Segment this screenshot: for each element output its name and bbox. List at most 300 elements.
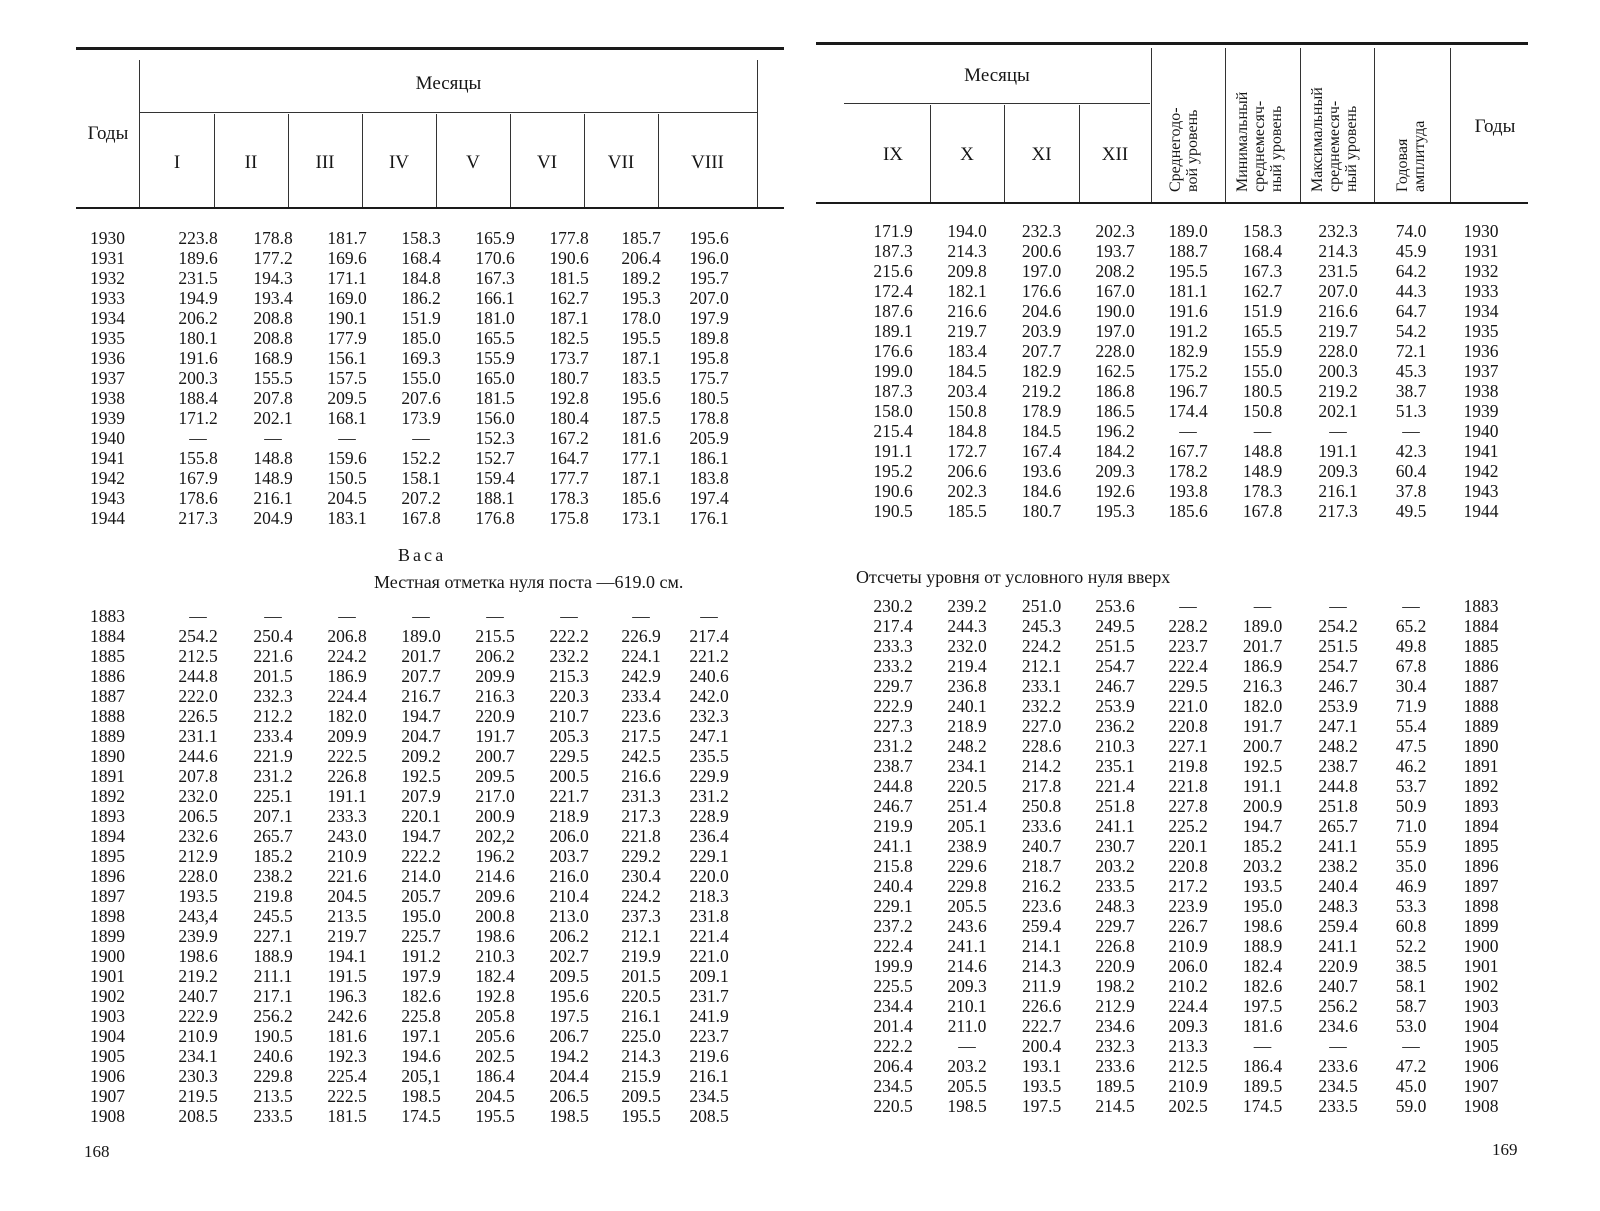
table-cell: 232.3 — [1318, 221, 1358, 241]
table-cell: 196.2 — [475, 846, 515, 866]
table-cell: 174.5 — [401, 1106, 441, 1126]
table-cell: 215.9 — [621, 1066, 661, 1086]
table-cell: 193.6 — [1021, 461, 1062, 481]
table-cell: 195.6 — [689, 228, 729, 248]
table-row — [90, 806, 742, 826]
table-row — [90, 786, 742, 806]
table-cell: 64.2 — [1395, 261, 1427, 281]
data-table-1930-1944-left — [90, 228, 742, 528]
table-row — [856, 1016, 1516, 1036]
table-cell: 1938 — [1463, 381, 1499, 401]
table-cell: 1933 — [90, 288, 125, 308]
table-cell: 234.4 — [873, 996, 913, 1016]
table-cell: 212.9 — [178, 846, 218, 866]
table-cell: 206.0 — [549, 826, 589, 846]
table-cell: 30.4 — [1395, 676, 1427, 696]
table-row — [90, 866, 742, 886]
table-cell: 173.1 — [621, 508, 661, 528]
table-row — [856, 1036, 1516, 1056]
table-cell: 232.2 — [549, 646, 589, 666]
table-cell: 209.5 — [621, 1086, 661, 1106]
table-cell: 220.5 — [621, 986, 661, 1006]
table-cell: 202,2 — [475, 826, 515, 846]
table-cell: 232.3 — [689, 706, 729, 726]
table-cell: 217.5 — [621, 726, 661, 746]
table-cell: 1884 — [90, 626, 125, 646]
table-cell: 198.6 — [178, 946, 218, 966]
table-cell: 226.5 — [178, 706, 218, 726]
table-cell: 186.9 — [1242, 656, 1283, 676]
table-cell: 247.1 — [689, 726, 729, 746]
table-cell: 173.9 — [401, 408, 441, 428]
table-cell: 230.2 — [873, 596, 913, 616]
table-cell: 195.8 — [689, 348, 729, 368]
table-cell: 221.6 — [253, 646, 293, 666]
table-cell: 209.5 — [475, 766, 515, 786]
table-cell: 248.3 — [1318, 896, 1358, 916]
table-row — [90, 1066, 742, 1086]
table-cell: 193.5 — [1021, 1076, 1062, 1096]
table-cell: 1890 — [90, 746, 125, 766]
table-cell: 212.1 — [621, 926, 661, 946]
table-cell: 1895 — [90, 846, 125, 866]
table-cell: 172.7 — [947, 441, 987, 461]
table-cell: 60.8 — [1395, 916, 1427, 936]
table-cell: 220.5 — [873, 1096, 913, 1116]
table-cell: — — [1402, 421, 1420, 441]
table-cell: 229.8 — [947, 876, 987, 896]
table-cell: 183.8 — [689, 468, 729, 488]
table-cell: 204.6 — [1021, 301, 1062, 321]
table-cell: 176.6 — [873, 341, 913, 361]
table-cell: 226.8 — [1095, 936, 1135, 956]
table-cell: 243.0 — [327, 826, 367, 846]
table-row — [856, 816, 1516, 836]
table-cell: 1888 — [90, 706, 125, 726]
table-cell: 209.2 — [401, 746, 441, 766]
table-cell: 196.2 — [1095, 421, 1135, 441]
table-cell: 197.0 — [1021, 261, 1062, 281]
table-cell: 217.8 — [1021, 776, 1062, 796]
table-cell: 194.2 — [549, 1046, 589, 1066]
table-cell: 233.4 — [621, 686, 661, 706]
table-cell: 221.0 — [1168, 696, 1208, 716]
table-row — [856, 1096, 1516, 1116]
table-cell: 183.1 — [327, 508, 367, 528]
table-row — [90, 966, 742, 986]
table-cell: 1943 — [90, 488, 125, 508]
table-cell: 191.2 — [1168, 321, 1208, 341]
table-cell: 259.4 — [1318, 916, 1358, 936]
table-row — [856, 361, 1516, 381]
table-cell: 251.8 — [1318, 796, 1358, 816]
table-cell: 217.1 — [253, 986, 293, 1006]
table-row — [90, 328, 742, 348]
table-cell: 157.5 — [327, 368, 367, 388]
table-cell: 219.5 — [178, 1086, 218, 1106]
table-cell: 239.9 — [178, 926, 218, 946]
table-cell: 182.6 — [1242, 976, 1283, 996]
table-cell: 227.0 — [1021, 716, 1062, 736]
table-cell: 171.2 — [178, 408, 218, 428]
table-cell: 220.8 — [1168, 856, 1208, 876]
table-cell: 197.5 — [549, 1006, 589, 1026]
table-cell: 167.3 — [475, 268, 515, 288]
table-cell: 210.9 — [1168, 936, 1208, 956]
table-cell: 190.5 — [873, 501, 913, 521]
table-cell: 214.3 — [1318, 241, 1358, 261]
table-cell: 193.1 — [1021, 1056, 1062, 1076]
table-cell: 182.0 — [327, 706, 367, 726]
table-cell: — — [264, 606, 282, 626]
table-cell: 208.8 — [253, 328, 293, 348]
table-cell: 244.8 — [1318, 776, 1358, 796]
table-cell: 1894 — [90, 826, 125, 846]
header-bottom-rule — [816, 202, 1528, 204]
table-cell: 254.2 — [1318, 616, 1358, 636]
table-cell: 212.2 — [253, 706, 293, 726]
table-cell: 192.5 — [1242, 756, 1283, 776]
table-cell: 178.8 — [253, 228, 293, 248]
table-cell: 42.3 — [1395, 441, 1427, 461]
table-cell: 181.7 — [327, 228, 367, 248]
table-cell: 200.3 — [1318, 361, 1358, 381]
table-top-rule — [76, 47, 784, 50]
table-cell: 194.1 — [327, 946, 367, 966]
table-cell: 49.5 — [1395, 501, 1427, 521]
table-cell: 177.2 — [253, 248, 293, 268]
table-cell: 52.2 — [1395, 936, 1427, 956]
table-cell: 197.4 — [689, 488, 729, 508]
table-cell: 210.3 — [1095, 736, 1135, 756]
table-cell: 202.7 — [549, 946, 589, 966]
table-cell: 185.7 — [621, 228, 661, 248]
table-cell: 1885 — [1463, 636, 1499, 656]
table-cell: 238.7 — [1318, 756, 1358, 776]
table-cell: 208.5 — [689, 1106, 729, 1126]
zero-mark-note: Местная отметка нуля поста —619.0 см. — [374, 572, 684, 592]
table-cell: 240.6 — [689, 666, 729, 686]
table-row — [90, 926, 742, 946]
column-rule — [757, 60, 758, 207]
table-row — [856, 321, 1516, 341]
table-row — [90, 388, 742, 408]
table-row — [856, 401, 1516, 421]
table-row — [90, 1006, 742, 1026]
table-cell: 222.0 — [178, 686, 218, 706]
data-table-1883-1908-right — [856, 596, 1516, 1116]
table-cell: 185.6 — [1168, 501, 1208, 521]
table-cell: 223.7 — [689, 1026, 729, 1046]
table-cell: 191.1 — [1318, 441, 1358, 461]
table-cell: 219.6 — [689, 1046, 729, 1066]
table-row — [90, 428, 742, 448]
table-row — [90, 646, 742, 666]
table-cell: 210.4 — [549, 886, 589, 906]
table-cell: 218.3 — [689, 886, 729, 906]
table-cell: 64.7 — [1395, 301, 1427, 321]
table-row — [90, 348, 742, 368]
table-cell: 189.8 — [689, 328, 729, 348]
table-cell: 1883 — [1463, 596, 1499, 616]
table-cell: 218.9 — [947, 716, 987, 736]
table-cell: 226.6 — [1021, 996, 1062, 1016]
table-cell: 182.1 — [947, 281, 987, 301]
table-cell: 178.3 — [1242, 481, 1283, 501]
table-cell: 228.0 — [1095, 341, 1135, 361]
table-cell: 235.1 — [1095, 756, 1135, 776]
table-cell: 210.2 — [1168, 976, 1208, 996]
table-row — [90, 726, 742, 746]
table-cell: 181.5 — [327, 1106, 367, 1126]
table-cell: — — [1253, 421, 1272, 441]
table-cell: 176.1 — [689, 508, 729, 528]
table-cell: 242.5 — [621, 746, 661, 766]
table-cell: 166.1 — [475, 288, 515, 308]
table-cell: 152.2 — [401, 448, 441, 468]
table-cell: 232.3 — [1021, 221, 1062, 241]
table-cell: 189.0 — [1242, 616, 1283, 636]
table-cell: 236.8 — [947, 676, 987, 696]
table-cell: 251.5 — [1318, 636, 1358, 656]
table-cell: — — [412, 606, 430, 626]
table-cell: 240.7 — [178, 986, 218, 1006]
column-rule — [1300, 48, 1301, 202]
table-cell: 195.5 — [1168, 261, 1208, 281]
table-cell: — — [189, 428, 207, 448]
table-cell: 178.3 — [549, 488, 589, 508]
table-row — [856, 1056, 1516, 1076]
table-cell: 1885 — [90, 646, 125, 666]
table-cell: 1908 — [1463, 1096, 1499, 1116]
column-rule — [1450, 48, 1451, 202]
table-cell: 238.9 — [947, 836, 987, 856]
table-cell: 47.2 — [1395, 1056, 1427, 1076]
table-cell: 251.4 — [947, 796, 987, 816]
table-cell: 181.0 — [475, 308, 515, 328]
table-cell: 251.8 — [1095, 796, 1135, 816]
table-cell: 177.9 — [327, 328, 367, 348]
table-cell: 193.7 — [1095, 241, 1135, 261]
table-cell: 1934 — [1463, 301, 1499, 321]
table-cell: 197.9 — [689, 308, 729, 328]
table-cell: — — [700, 606, 718, 626]
table-row — [90, 268, 742, 288]
table-cell: 184.5 — [947, 361, 987, 381]
table-cell: 175.8 — [549, 508, 589, 528]
table-cell: 242.6 — [327, 1006, 367, 1026]
table-cell: 242.0 — [689, 686, 729, 706]
table-cell: 241.1 — [1095, 816, 1135, 836]
table-cell: 231.2 — [253, 766, 293, 786]
table-cell: 186.1 — [689, 448, 729, 468]
table-cell: 53.7 — [1395, 776, 1427, 796]
table-cell: 181.6 — [621, 428, 661, 448]
table-cell: 250.8 — [1021, 796, 1062, 816]
table-cell: 175.2 — [1168, 361, 1208, 381]
table-row — [90, 508, 742, 528]
table-cell: 193.4 — [253, 288, 293, 308]
table-cell: — — [560, 606, 578, 626]
table-cell: 209.8 — [947, 261, 987, 281]
table-cell: 150.8 — [947, 401, 987, 421]
table-cell: 213.0 — [549, 906, 589, 926]
table-cell: 244.8 — [178, 666, 218, 686]
table-cell: — — [264, 428, 282, 448]
table-cell: 167.4 — [1021, 441, 1062, 461]
table-cell: 251.0 — [1021, 596, 1062, 616]
table-cell: 207.1 — [253, 806, 293, 826]
table-cell: 211.1 — [253, 966, 293, 986]
table-cell: 191.6 — [178, 348, 218, 368]
table-cell: 245.5 — [253, 906, 293, 926]
table-cell: 192.6 — [1095, 481, 1135, 501]
table-cell: 1940 — [90, 428, 125, 448]
table-row — [856, 261, 1516, 281]
table-cell: 188.9 — [253, 946, 293, 966]
table-cell: 229.9 — [689, 766, 729, 786]
table-cell: 209.9 — [475, 666, 515, 686]
table-cell: 162.5 — [1095, 361, 1135, 381]
table-cell: 206.2 — [475, 646, 515, 666]
table-cell: 238.7 — [873, 756, 913, 776]
table-cell: 228.0 — [178, 866, 218, 886]
table-cell: 210.9 — [1168, 1076, 1208, 1096]
month-header-xii: XII — [1101, 144, 1129, 165]
table-row — [90, 408, 742, 428]
table-cell: 233.3 — [873, 636, 913, 656]
table-cell: 217.4 — [873, 616, 913, 636]
table-cell: 222.9 — [873, 696, 913, 716]
table-cell: 225.4 — [327, 1066, 367, 1086]
table-cell: 224.2 — [327, 646, 367, 666]
column-rule — [1374, 48, 1375, 202]
table-cell: 232.3 — [253, 686, 293, 706]
table-cell: 197.9 — [401, 966, 441, 986]
table-cell: 248.3 — [1095, 896, 1135, 916]
table-cell: 171.9 — [873, 221, 913, 241]
table-cell: 231.3 — [621, 786, 661, 806]
table-cell: 215.5 — [475, 626, 515, 646]
table-cell: 214.2 — [1021, 756, 1062, 776]
table-cell: 230.4 — [621, 866, 661, 886]
table-cell: 240.6 — [253, 1046, 293, 1066]
table-cell: 212.1 — [1021, 656, 1062, 676]
table-cell: 219.7 — [327, 926, 367, 946]
table-row — [856, 656, 1516, 676]
table-cell: 202.3 — [1095, 221, 1135, 241]
table-cell: 204.5 — [327, 886, 367, 906]
table-cell: 44.3 — [1395, 281, 1427, 301]
table-cell: 214.0 — [401, 866, 441, 886]
table-cell: 186.8 — [1095, 381, 1135, 401]
table-cell: 212.5 — [178, 646, 218, 666]
table-cell: 1943 — [1463, 481, 1499, 501]
table-cell: 230.7 — [1095, 836, 1135, 856]
table-cell: 53.3 — [1395, 896, 1427, 916]
table-cell: 222.5 — [327, 1086, 367, 1106]
table-cell: 219.7 — [1318, 321, 1358, 341]
table-cell: 203.7 — [549, 846, 589, 866]
table-cell: 45.3 — [1395, 361, 1427, 381]
min-monthly-header: Минимальный среднемесяч- ный уровень — [1234, 91, 1285, 192]
table-cell: 188.1 — [475, 488, 515, 508]
table-cell: 240.7 — [1318, 976, 1358, 996]
years-header: Годы — [1474, 116, 1516, 137]
table-cell: 186.2 — [401, 288, 441, 308]
table-row — [90, 468, 742, 488]
table-cell: 222.2 — [549, 626, 589, 646]
table-row — [90, 308, 742, 328]
table-cell: 156.1 — [327, 348, 367, 368]
table-cell: 1888 — [1463, 696, 1499, 716]
table-cell: 219.8 — [1168, 756, 1208, 776]
table-cell: 225.1 — [253, 786, 293, 806]
table-cell: 165.5 — [1242, 321, 1283, 341]
table-cell: 184.8 — [401, 268, 441, 288]
table-cell: 228.6 — [1021, 736, 1062, 756]
table-row — [856, 636, 1516, 656]
table-cell: 150.8 — [1242, 401, 1283, 421]
table-row — [856, 501, 1516, 521]
table-cell: 217.2 — [1168, 876, 1208, 896]
table-cell: 192.8 — [549, 388, 589, 408]
table-cell: 1883 — [90, 606, 125, 626]
table-row — [90, 488, 742, 508]
table-cell: 165.5 — [475, 328, 515, 348]
table-cell: 206.6 — [947, 461, 987, 481]
table-cell: 1934 — [90, 308, 125, 328]
table-cell: 224.2 — [1021, 636, 1062, 656]
table-cell: 191.5 — [327, 966, 367, 986]
table-cell: 250.4 — [253, 626, 293, 646]
table-cell: 227.3 — [873, 716, 913, 736]
table-row — [856, 461, 1516, 481]
table-cell: 194.7 — [401, 826, 441, 846]
table-cell: 229.8 — [253, 1066, 293, 1086]
table-cell: 38.7 — [1395, 381, 1427, 401]
table-cell: 178.0 — [621, 308, 661, 328]
table-cell: 74.0 — [1395, 221, 1427, 241]
table-cell: 167.8 — [401, 508, 441, 528]
table-cell: 209.1 — [689, 966, 729, 986]
table-cell: 156.0 — [475, 408, 515, 428]
table-cell: 221.8 — [1168, 776, 1208, 796]
table-cell: 204.7 — [401, 726, 441, 746]
table-cell: 205.7 — [401, 886, 441, 906]
table-cell: 181.5 — [549, 268, 589, 288]
data-table-1883-1908-left — [90, 606, 742, 1126]
table-cell: 207.7 — [1021, 341, 1062, 361]
table-cell: 204.9 — [253, 508, 293, 528]
table-cell: 216.2 — [1021, 876, 1062, 896]
table-row — [856, 696, 1516, 716]
table-cell: 221.9 — [253, 746, 293, 766]
table-cell: 148.9 — [1242, 461, 1283, 481]
table-cell: 1931 — [90, 248, 125, 268]
table-cell: 224.2 — [621, 886, 661, 906]
table-cell: 225.2 — [1168, 816, 1208, 836]
month-header-x: X — [960, 144, 974, 165]
table-cell: 244.6 — [178, 746, 218, 766]
table-row — [856, 596, 1516, 616]
table-row — [856, 956, 1516, 976]
table-cell: 167.2 — [549, 428, 589, 448]
table-cell: 198.6 — [1242, 916, 1283, 936]
table-cell: 1930 — [90, 228, 125, 248]
table-cell: 202.5 — [1168, 1096, 1208, 1116]
table-cell: 206.4 — [621, 248, 661, 268]
